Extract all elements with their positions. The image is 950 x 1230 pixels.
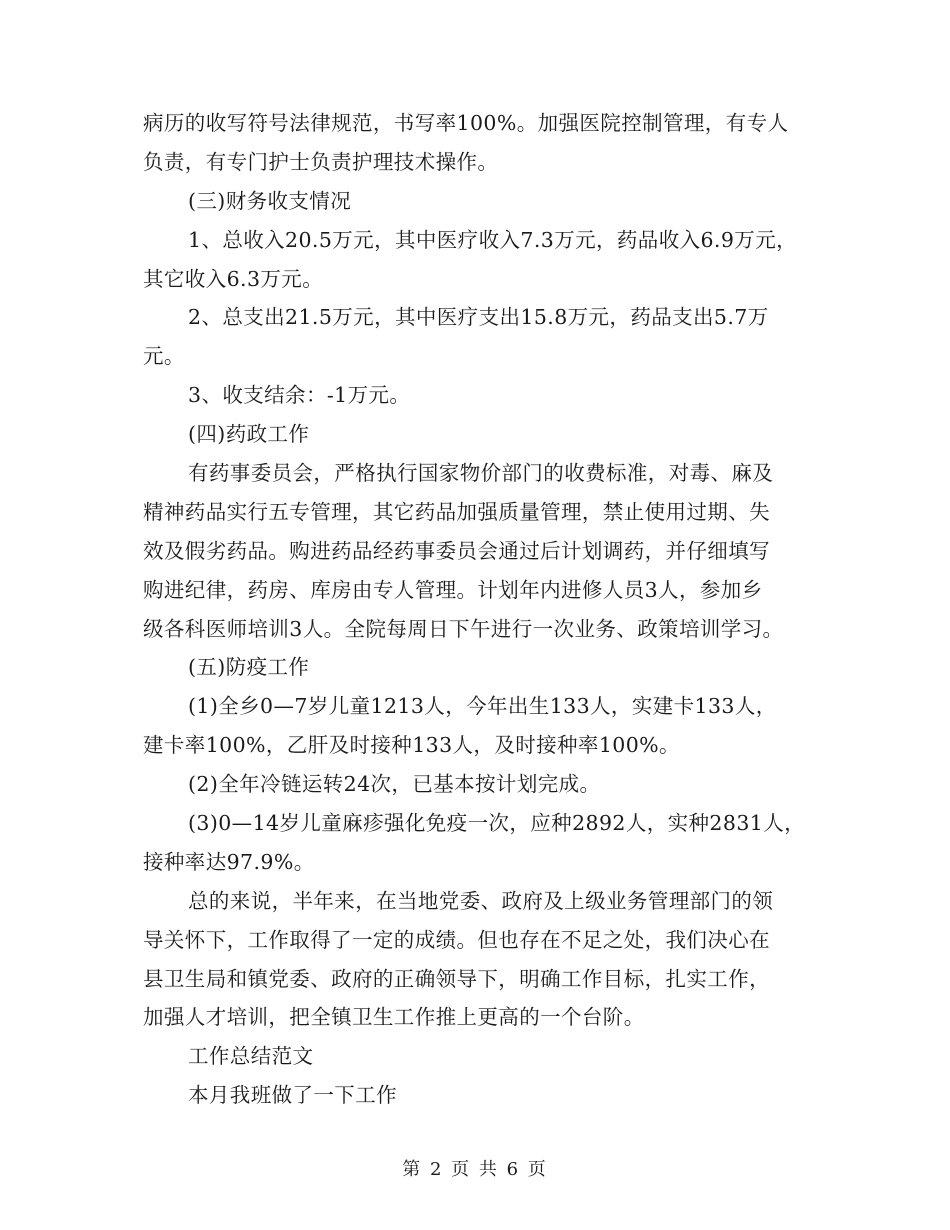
page-number-label: 第 2 页 共 6 页 <box>402 1159 548 1180</box>
body-line: (1)全乡0—7岁儿童1213人，今年出生133人，实建卡133人， <box>188 694 777 719</box>
body-line: 导关怀下，工作取得了一定的成绩。但也存在不足之处，我们决心在 <box>143 927 770 952</box>
body-line: 购进纪律，药房、库房由专人管理。计划年内进修人员3人，参加乡 <box>143 577 763 602</box>
body-line: (3)0—14岁儿童麻疹强化免疫一次，应种2892人，实种2831人， <box>188 811 806 836</box>
body-line: 加强人才培训，把全镇卫生工作推上更高的一个台阶。 <box>143 1005 645 1030</box>
body-line: 元。 <box>143 344 185 369</box>
body-line: 3、收支结余：-1万元。 <box>188 383 411 408</box>
body-line: (2)全年冷链运转24次，已基本按计划完成。 <box>188 772 601 797</box>
body-line: 本月我班做了一下工作 <box>188 1083 397 1108</box>
body-line: 接种率达97.9%。 <box>143 849 315 874</box>
body-line: 负责，有专门护士负责护理技术操作。 <box>143 149 499 174</box>
section-heading: 工作总结范文 <box>188 1044 314 1069</box>
body-line: 县卫生局和镇党委、政府的正确领导下，明确工作目标，扎实工作， <box>143 966 770 991</box>
section-heading: (五)防疫工作 <box>188 655 310 680</box>
body-line: 级各科医师培训3人。全院每周日下午进行一次业务、政策培训学习。 <box>143 616 784 641</box>
section-heading: (四)药政工作 <box>188 422 310 447</box>
body-line: 2、总支出21.5万元，其中医疗支出15.8万元，药品支出5.7万 <box>188 305 769 330</box>
body-line: 效及假劣药品。购进药品经药事委员会通过后计划调药，并仔细填写 <box>143 538 770 563</box>
document-body <box>143 104 843 1115</box>
body-line: 其它收入6.3万元。 <box>143 266 324 291</box>
page-footer <box>0 1155 950 1181</box>
body-line: 总的来说，半年来，在当地党委、政府及上级业务管理部门的领 <box>188 888 774 913</box>
body-line: 1、总收入20.5万元，其中医疗收入7.3万元，药品收入6.9万元， <box>188 227 797 252</box>
body-line: 精神药品实行五专管理，其它药品加强质量管理，禁止使用过期、失 <box>143 499 770 524</box>
body-line: 病历的收写符号法律规范，书写率100%。加强医院控制管理，有专人 <box>143 111 789 135</box>
body-line: 有药事委员会，严格执行国家物价部门的收费标准，对毒、麻及 <box>188 461 774 486</box>
body-line: 建卡率100%，乙肝及时接种133人，及时接种率100%。 <box>143 733 680 758</box>
section-heading: (三)财务收支情况 <box>188 188 352 213</box>
